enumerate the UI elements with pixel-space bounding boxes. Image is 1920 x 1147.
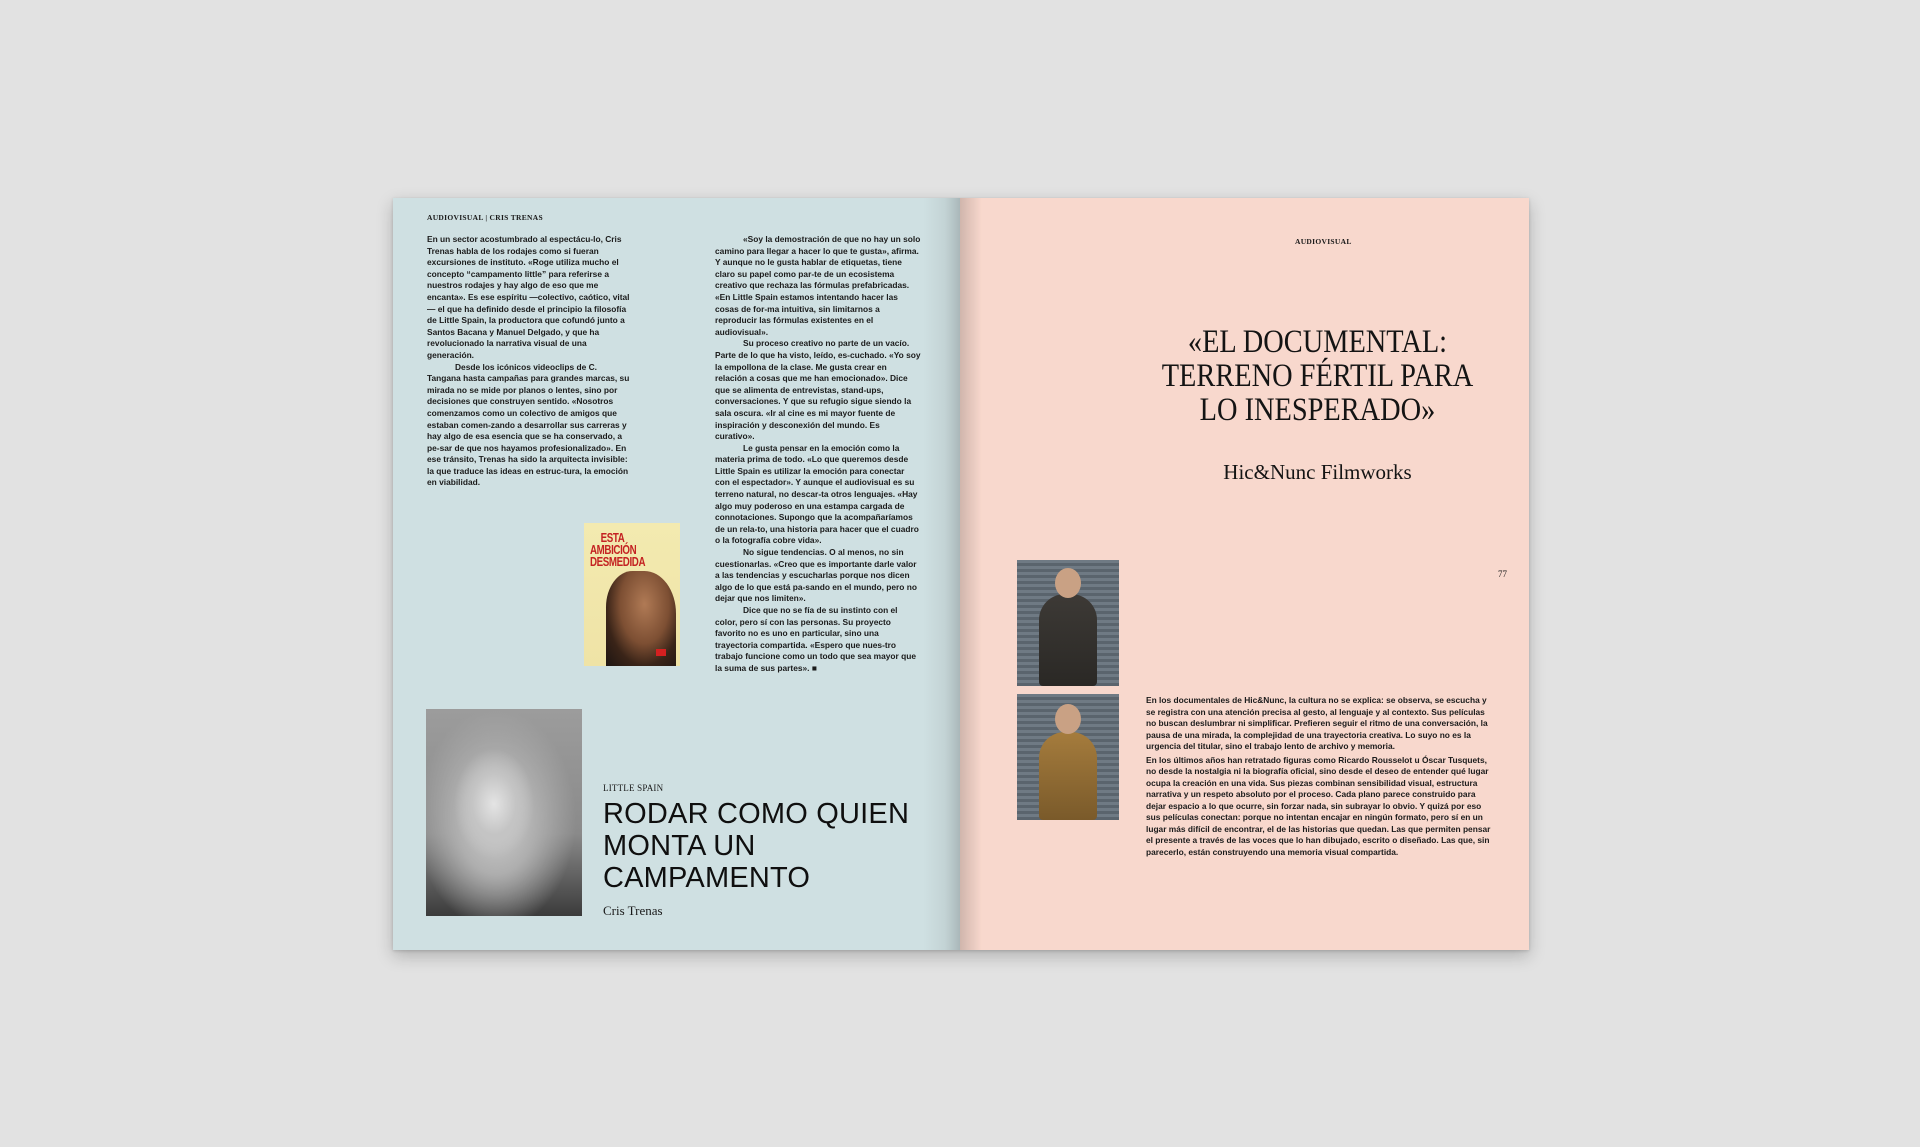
page-number: 77	[1498, 569, 1507, 579]
section-label: LITTLE SPAIN	[603, 783, 664, 793]
left-page	[393, 198, 960, 950]
spine-shadow	[923, 198, 960, 950]
byline: Cris Trenas	[603, 903, 663, 918]
right-page	[960, 198, 1529, 950]
paragraph: «Soy la demostración de que no hay un solo camino para llegar a hacer lo que te gusta», afirma. Y aunque no le gusta hablar de etiquetas, tiene claro su papel como par-te de un ecosistema creativo que rechaza las fórmulas prefabricadas. «En Little Spain estamos intentando hacer las cosas de for-ma intuitiva, sin limitarnos a reproducir las fórmulas existentes en el audiovisual».	[715, 234, 921, 337]
article-column-2	[715, 234, 921, 675]
photo-person-1	[1017, 560, 1119, 686]
paragraph: En los documentales de Hic&Nunc, la cultura no se explica: se observa, se escucha y se registra con una atención precisa al gesto, al lenguaje y al contexto. Sus películas no buscan deslumbrar ni simplificar. Prefieren seguir el ritmo de una conversación, la pausa de una mirada, la complejidad de una trayectoria creativa. Lo suyo no es la urgencia del titular, sino el trabajo lento de archivo y memoria.	[1146, 695, 1488, 751]
paragraph: Le gusta pensar en la emoción como la materia prima de todo. «Lo que queremos desde Little Spain es utilizar la emoción para conectar con el espectador». Y aunque el audiovisual es su terreno natural, no descar-ta otros lenguajes. «Hay algo muy poderoso en una estampa cargada de connotaciones. Supongo que la acompañaríamos de un rela-to, una historia para hacer que el cuadro o la fotografía cobre vida».	[715, 442, 919, 546]
photo-figure	[1039, 732, 1097, 820]
portrait-photo-cris-trenas	[426, 709, 582, 916]
photo-face	[1055, 704, 1081, 734]
spine-shadow	[960, 198, 982, 950]
poster-logo-icon	[656, 649, 666, 656]
article-body	[1146, 695, 1496, 858]
paragraph: Su proceso creativo no parte de un vacío. Parte de lo que ha visto, leído, es-cuchado. «Yo soy la empollona de la clase. Me gusta crear en relación a cosas que me han emocionado». Dice que se alimenta de entrevistas, stand-ups, conversaciones. Y que su refugio sigue siendo la sala oscura. «Ir al cine es mi mayor fuente de inspiración y desconexión del mundo. Es curativo».	[715, 338, 921, 442]
running-head-right: AUDIOVISUAL	[1295, 237, 1352, 246]
photo-figure	[1039, 594, 1097, 686]
poster-title: ESTA AMBICIÓN DESMEDIDA	[590, 530, 646, 569]
photo-person-2	[1017, 694, 1119, 820]
quote-title: «EL DOCUMENTAL: TERRENO FÉRTIL PARA LO INESPERADO»	[1161, 324, 1474, 428]
paragraph: En los últimos años han retratado figuras como Ricardo Rousselot u Óscar Tusquets, no desde la nostalgia ni la biografía oficial, sino desde el deseo de entender qué lugar ocupa la creación en una vida. Sus piezas combinan sensibilidad visual, estructura narrativa y un respeto absoluto por el proceso. Cada plano parece construido para dejar espacio a lo que ocurre, sin forzar nada, sin subrayar lo obvio. Y quizá por eso sus películas conectan: porque no intentan encajar en ningún formato, pero sí en un lugar más difícil de encontrar, el de las historias que quedan. Las que permiten pensar el presente a través de las voces que lo han dibujado, escrito o diseñado. Las que, sin parecerlo, están construyendo una memoria visual compartida.	[1146, 754, 1491, 857]
magazine-spread	[393, 198, 1529, 950]
photo-face	[1055, 568, 1081, 598]
paragraph: No sigue tendencias. O al menos, no sin cuestionarlas. «Creo que es importante darle valor a las tendencias y escucharlas porque nos dicen algo de lo que está pa-sando en el mundo, pero no dejar que nos limiten».	[715, 547, 917, 604]
running-head-left: AUDIOVISUAL | CRIS TRENAS	[427, 213, 543, 222]
paragraph: Dice que no se fía de su instinto con el color, pero sí con las personas. Su proyecto favorito no es uno en particular, sino una trayectoria compartida. «Espero que nues-tro trabajo funcione como un todo que sea mayor que la suma de sus partes». ■	[715, 605, 917, 673]
article-title: RODAR COMO QUIEN MONTA UN CAMPAMENTO	[603, 798, 910, 894]
paragraph: En un sector acostumbrado al espectácu-lo, Cris Trenas habla de los rodajes como si fueran excursiones de instituto. «Roge utiliza mucho el concepto “campamento little” para referirse a nuestros rodajes y hay algo de eso que me encanta». Es ese espíritu —colectivo, caótico, vital— el que ha definido desde el principio la filosofía de Little Spain, la productora que cofundó junto a Santos Bacana y Manuel Delgado, y que ha revolucionado la narrativa visual de una generación.	[427, 234, 630, 360]
paragraph: Desde los icónicos videoclips de C. Tangana hasta campañas para grandes marcas, su mirada no se mide por planos o lentes, sino por decisiones que construyen sentido. «Nosotros comenzamos como un colectivo de amigos que estaban comen-zando a desarrollar sus carreras y hay algo de esa esencia que se ha conservado, a pe-sar de que nos hayamos profesionalizado». En ese tránsito, Trenas ha sido la arquitecta invisible: la que traduce las ideas en estruc-tura, la emoción en viabilidad.	[427, 361, 630, 488]
article-column-1	[427, 234, 633, 489]
film-poster-image	[584, 523, 680, 666]
subtitle: Hic&Nunc Filmworks	[1223, 460, 1412, 484]
